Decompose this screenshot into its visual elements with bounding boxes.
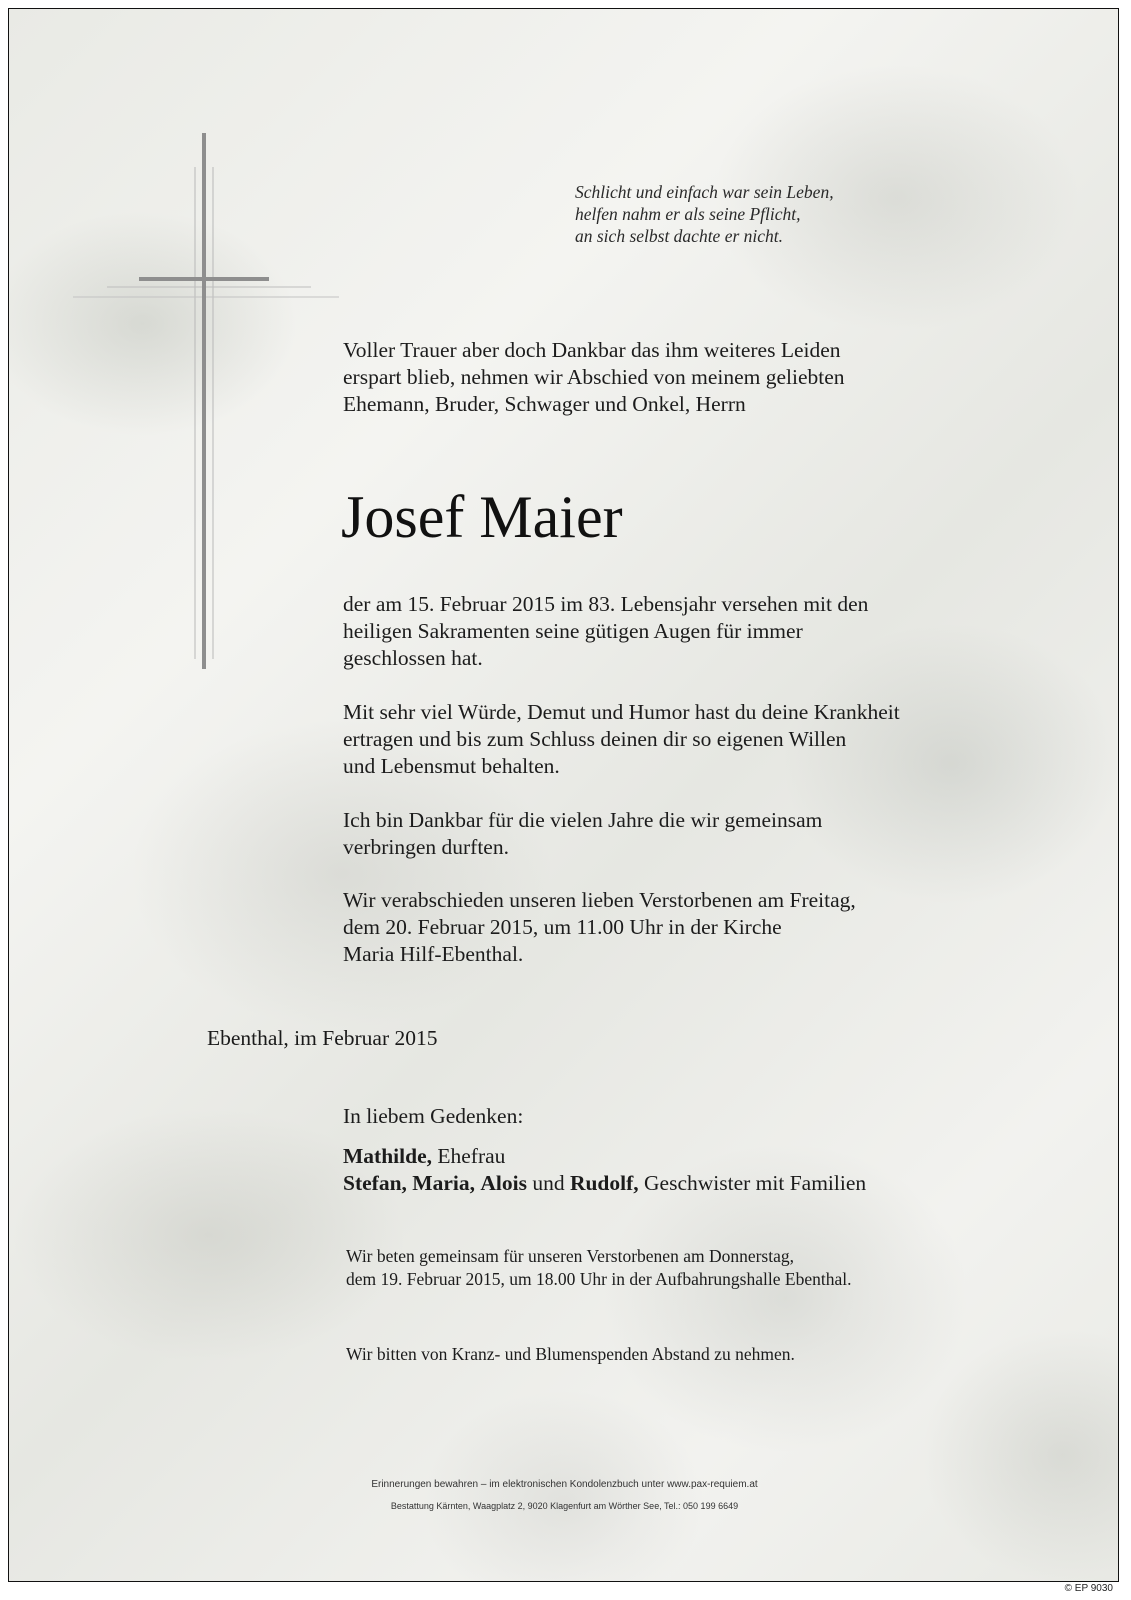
mourner-name: Rudolf,	[569, 1171, 639, 1195]
paragraph-line: Wir verabschieden unseren lieben Verstorbenen am Freitag,	[343, 888, 856, 912]
death-paragraph	[343, 591, 868, 672]
mourner-name: Alois	[480, 1171, 527, 1195]
mourners-list	[343, 1143, 866, 1197]
prayer-paragraph	[346, 1245, 851, 1291]
mourner-name: Stefan,	[343, 1171, 407, 1195]
memory-heading: In liebem Gedenken:	[343, 1104, 524, 1128]
paragraph-line: ertragen und bis zum Schluss deinen dir so eigenen Willen	[343, 727, 847, 751]
dignity-paragraph	[343, 699, 900, 780]
prayer-line: Wir beten gemeinsam für unseren Verstorbenen am Donnerstag,	[346, 1246, 794, 1266]
intro-line: erspart blieb, nehmen wir Abschied von meinem geliebten	[343, 365, 845, 389]
motto-line: helfen nahm er als seine Pflicht,	[575, 204, 801, 224]
mourner-role: Geschwister mit Familien	[638, 1171, 867, 1195]
paragraph-line: dem 20. Februar 2015, um 11.00 Uhr in der Kirche	[343, 915, 782, 939]
cross-vertical-beam	[202, 133, 206, 669]
paragraph-line: heiligen Sakramenten seine gütigen Augen für immer	[343, 619, 803, 643]
motto-verse	[575, 181, 834, 247]
intro-paragraph	[343, 337, 845, 418]
prayer-line: dem 19. Februar 2015, um 18.00 Uhr in der Aufbahrungshalle Ebenthal.	[346, 1269, 852, 1289]
place-date: Ebenthal, im Februar 2015	[207, 1026, 438, 1050]
intro-line: Voller Trauer aber doch Dankbar das ihm weiteres Leiden	[343, 338, 841, 362]
cross-icon	[9, 9, 349, 669]
mourner-row	[343, 1143, 866, 1170]
motto-line: Schlicht und einfach war sein Leben,	[575, 182, 834, 202]
mourner-row	[343, 1170, 866, 1197]
mourner-name: Maria,	[412, 1171, 475, 1195]
farewell-paragraph	[343, 887, 856, 968]
intro-line: Ehemann, Bruder, Schwager und Onkel, Herrn	[343, 392, 746, 416]
paragraph-line: verbringen durften.	[343, 835, 509, 859]
motto-line: an sich selbst dachte er nicht.	[575, 226, 784, 246]
gratitude-paragraph	[343, 807, 822, 861]
paragraph-line: Maria Hilf-Ebenthal.	[343, 942, 524, 966]
paragraph-line: Mit sehr viel Würde, Demut und Humor hast du deine Krankheit	[343, 700, 900, 724]
obituary-card	[8, 8, 1119, 1582]
footer-funeral-home: Bestattung Kärnten, Waagplatz 2, 9020 Klagenfurt am Wörther See, Tel.: 050 199 6649	[390, 1501, 739, 1511]
paragraph-line: Ich bin Dankbar für die vielen Jahre die wir gemeinsam	[343, 808, 823, 832]
paragraph-line: geschlossen hat.	[343, 646, 483, 670]
deceased-name: Josef Maier	[341, 484, 623, 550]
cross-horizontal-beam	[139, 277, 269, 281]
mourner-name: Mathilde,	[343, 1144, 432, 1168]
paragraph-line: der am 15. Februar 2015 im 83. Lebensjahr versehen mit den	[343, 592, 869, 616]
paragraph-line: und Lebensmut behalten.	[343, 754, 560, 778]
mourner-role: Ehefrau	[431, 1144, 506, 1168]
conjunction: und	[526, 1171, 570, 1195]
footer-condolence-note: Erinnerungen bewahren – im elektronischen Kondolenzbuch unter www.pax-requiem.at	[371, 1479, 758, 1490]
flowers-request: Wir bitten von Kranz- und Blumenspenden Abstand zu nehmen.	[346, 1344, 795, 1364]
template-code: © EP 9030	[1064, 1583, 1113, 1594]
